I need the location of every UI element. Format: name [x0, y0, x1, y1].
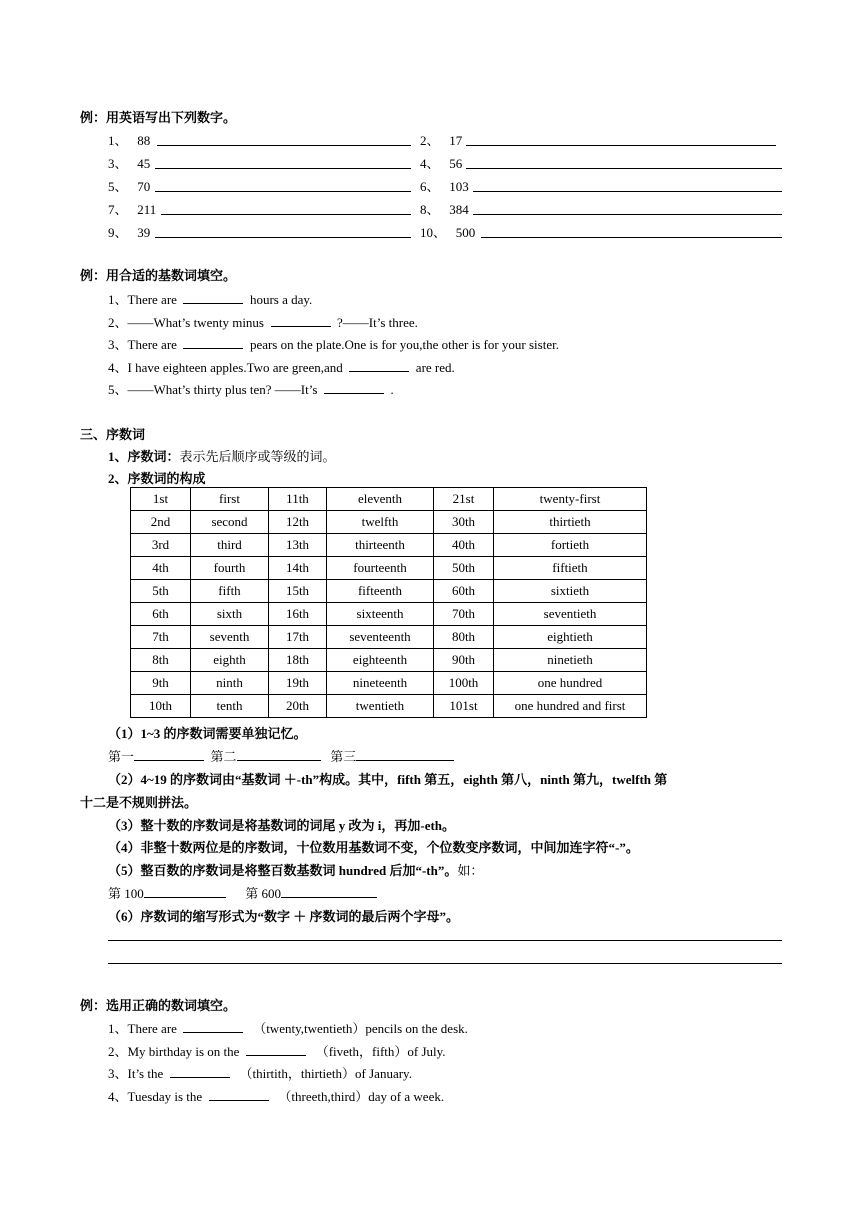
table-cell: twentieth	[327, 695, 434, 718]
table-row	[131, 603, 647, 626]
answer-line[interactable]	[161, 202, 411, 215]
table-cell: 16th	[269, 603, 327, 626]
section2-heading: 例：用合适的基数词填空。	[80, 268, 237, 283]
item-value: 103	[449, 179, 469, 194]
answer-line[interactable]	[466, 156, 782, 169]
item-text: ?——It’s three.	[337, 315, 418, 330]
item-text: 4、I have eighteen apples.Two are green,and	[108, 360, 343, 375]
label-100th: 第 100	[108, 886, 144, 901]
item-text: （fiveth，fifth）of July.	[315, 1044, 446, 1059]
label-first: 第一	[108, 749, 135, 764]
table-cell: 10th	[131, 695, 191, 718]
rule-5-tail: 如：	[457, 863, 484, 878]
table-cell: first	[191, 488, 269, 511]
table-cell: seventieth	[494, 603, 647, 626]
section4-heading: 例：选用正确的数词填空。	[80, 998, 237, 1013]
table-cell: ninth	[191, 672, 269, 695]
table-cell: 90th	[434, 649, 494, 672]
list-item	[108, 289, 312, 308]
table-cell: 70th	[434, 603, 494, 626]
table-cell: 9th	[131, 672, 191, 695]
table-cell: 4th	[131, 557, 191, 580]
list-item	[420, 130, 462, 149]
table-row	[131, 511, 647, 534]
answer-line[interactable]	[356, 748, 454, 761]
item-number: 4、	[420, 156, 440, 171]
table-cell: 6th	[131, 603, 191, 626]
section1-heading: 例：用英语写出下列数字。	[80, 110, 237, 125]
item-number: 8、	[420, 202, 440, 217]
answer-line[interactable]	[183, 1020, 243, 1033]
answer-rule[interactable]	[108, 963, 782, 964]
table-cell: twenty-first	[494, 488, 647, 511]
list-item	[420, 199, 469, 218]
table-cell: 11th	[269, 488, 327, 511]
rule-2-continued: 十二是不规则拼法。	[80, 795, 198, 810]
table-cell: tenth	[191, 695, 269, 718]
table-cell: 21st	[434, 488, 494, 511]
table-cell: 18th	[269, 649, 327, 672]
table-cell: eleventh	[327, 488, 434, 511]
subheading-construction: 2、序数词的构成	[108, 471, 206, 486]
item-text: hours a day.	[249, 292, 313, 307]
table-row	[131, 488, 647, 511]
table-cell: eighteenth	[327, 649, 434, 672]
answer-line[interactable]	[481, 225, 782, 238]
answer-line[interactable]	[271, 314, 331, 327]
list-item	[108, 153, 150, 172]
answer-line[interactable]	[157, 133, 411, 146]
item-text: 1、There are	[108, 1021, 177, 1036]
list-item	[108, 357, 455, 376]
item-value: 500	[455, 225, 476, 240]
table-cell: 12th	[269, 511, 327, 534]
answer-line[interactable]	[183, 336, 243, 349]
item-text: 3、It’s the	[108, 1066, 164, 1081]
item-text: （twenty,twentieth）pencils on the desk.	[253, 1021, 468, 1036]
item-text: 3、There are	[108, 337, 177, 352]
item-text: （thirtith，thirtieth）of January.	[239, 1066, 412, 1081]
answer-line[interactable]	[246, 1043, 306, 1056]
table-cell: fifth	[191, 580, 269, 603]
answer-line[interactable]	[144, 885, 226, 898]
table-cell: one hundred	[494, 672, 647, 695]
item-number: 1、	[108, 133, 128, 148]
table-cell: 2nd	[131, 511, 191, 534]
table-row	[131, 649, 647, 672]
item-text: 5、——What’s thirty plus ten? ——It’s	[108, 382, 318, 397]
table-cell: 40th	[434, 534, 494, 557]
rule-5	[108, 860, 483, 879]
table-cell: 30th	[434, 511, 494, 534]
list-item	[108, 1018, 468, 1037]
item-text: are red.	[415, 360, 455, 375]
table-cell: seventh	[191, 626, 269, 649]
list-item	[108, 199, 156, 218]
table-cell: sixtieth	[494, 580, 647, 603]
list-item	[108, 312, 418, 331]
table-row	[131, 557, 647, 580]
answer-line[interactable]	[134, 748, 204, 761]
answer-line[interactable]	[473, 202, 782, 215]
list-item	[108, 1086, 444, 1105]
table-cell: fortieth	[494, 534, 647, 557]
item-text: 4、Tuesday is the	[108, 1089, 203, 1104]
table-cell: fiftieth	[494, 557, 647, 580]
item-number: 5、	[108, 179, 128, 194]
table-cell: 101st	[434, 695, 494, 718]
table-row	[131, 626, 647, 649]
answer-line[interactable]	[183, 291, 243, 304]
definition	[108, 446, 336, 465]
table-cell: sixth	[191, 603, 269, 626]
table-cell: eighth	[191, 649, 269, 672]
table-row	[131, 580, 647, 603]
table-cell: sixteenth	[327, 603, 434, 626]
item-text: 2、My birthday is on the	[108, 1044, 240, 1059]
rule-6: （6）序数词的缩写形式为“数字 ＋ 序数词的最后两个字母”。	[108, 909, 460, 924]
table-cell: 14th	[269, 557, 327, 580]
answer-line[interactable]	[349, 359, 409, 372]
answer-line[interactable]	[209, 1088, 269, 1101]
list-item	[108, 334, 559, 353]
item-value: 70	[137, 179, 151, 194]
list-item	[108, 176, 150, 195]
table-cell: 3rd	[131, 534, 191, 557]
answer-line[interactable]	[466, 133, 776, 146]
item-text: （threeth,third）day of a week.	[278, 1089, 445, 1104]
table-cell: one hundred and first	[494, 695, 647, 718]
answer-line[interactable]	[324, 381, 384, 394]
ordinal-table	[130, 487, 647, 718]
table-cell: third	[191, 534, 269, 557]
table-cell: 20th	[269, 695, 327, 718]
table-cell: 7th	[131, 626, 191, 649]
answer-line[interactable]	[155, 225, 411, 238]
list-item	[108, 379, 394, 398]
list-item	[420, 176, 469, 195]
item-value: 211	[137, 202, 157, 217]
table-cell: nineteenth	[327, 672, 434, 695]
table-cell: 13th	[269, 534, 327, 557]
table-cell: 100th	[434, 672, 494, 695]
definition-label: 1、序数词：	[108, 449, 180, 464]
answer-line[interactable]	[155, 179, 411, 192]
table-cell: thirteenth	[327, 534, 434, 557]
item-value: 17	[449, 133, 463, 148]
item-number: 6、	[420, 179, 440, 194]
item-value: 88	[137, 133, 151, 148]
item-number: 10、	[420, 225, 447, 240]
rule-3: （3）整十数的序数词是将基数词的词尾 y 改为 i，再加-eth。	[108, 818, 456, 833]
table-cell: second	[191, 511, 269, 534]
table-cell: thirtieth	[494, 511, 647, 534]
table-cell: 80th	[434, 626, 494, 649]
answer-line[interactable]	[237, 748, 321, 761]
table-cell: seventeenth	[327, 626, 434, 649]
table-cell: 50th	[434, 557, 494, 580]
rule-4: （4）非整十数两位是的序数词，十位数用基数词不变，个位数变序数词，中间加连字符“-”。	[108, 840, 639, 855]
item-number: 9、	[108, 225, 128, 240]
item-text: 2、——What’s twenty minus	[108, 315, 264, 330]
list-item	[108, 1041, 446, 1060]
item-value: 45	[137, 156, 151, 171]
item-text: .	[390, 382, 394, 397]
table-cell: fifteenth	[327, 580, 434, 603]
table-row	[131, 695, 647, 718]
label-second: 第二	[210, 749, 237, 764]
table-cell: 8th	[131, 649, 191, 672]
list-item	[420, 222, 475, 241]
section3-heading: 三、序数词	[80, 427, 146, 442]
table-cell: 60th	[434, 580, 494, 603]
table-cell: 17th	[269, 626, 327, 649]
list-item	[108, 222, 150, 241]
definition-text: 表示先后顺序或等级的词。	[179, 449, 336, 464]
table-cell: twelfth	[327, 511, 434, 534]
table-row	[131, 672, 647, 695]
table-cell: ninetieth	[494, 649, 647, 672]
table-cell: eightieth	[494, 626, 647, 649]
rule-1: （1）1~3 的序数词需要单独记忆。	[108, 726, 307, 741]
hundreds-fill-row	[108, 883, 377, 902]
ordinal-fill-row	[108, 746, 454, 765]
answer-rule[interactable]	[108, 940, 782, 941]
item-value: 39	[137, 225, 151, 240]
answer-line[interactable]	[170, 1065, 230, 1078]
list-item	[108, 130, 150, 149]
table-cell: 19th	[269, 672, 327, 695]
table-cell: fourteenth	[327, 557, 434, 580]
item-number: 3、	[108, 156, 128, 171]
rule-2: （2）4~19 的序数词由“基数词 ＋-th”构成。其中，fifth 第五，eighth 第八，ninth 第九，twelfth 第	[108, 772, 668, 787]
item-text: 1、There are	[108, 292, 177, 307]
table-row	[131, 534, 647, 557]
item-text: pears on the plate.One is for you,the other is for your sister.	[249, 337, 559, 352]
table-cell: 1st	[131, 488, 191, 511]
item-value: 384	[449, 202, 469, 217]
item-number: 7、	[108, 202, 128, 217]
item-number: 2、	[420, 133, 440, 148]
answer-line[interactable]	[155, 156, 411, 169]
table-cell: 5th	[131, 580, 191, 603]
list-item	[420, 153, 462, 172]
table-cell: 15th	[269, 580, 327, 603]
item-value: 56	[449, 156, 463, 171]
label-third: 第三	[330, 749, 357, 764]
label-600th: 第 600	[245, 886, 282, 901]
answer-line[interactable]	[281, 885, 377, 898]
answer-line[interactable]	[473, 179, 782, 192]
rule-5-text: （5）整百数的序数词是将整百数基数词 hundred 后加“-th”。	[108, 863, 458, 878]
table-cell: fourth	[191, 557, 269, 580]
list-item	[108, 1063, 412, 1082]
